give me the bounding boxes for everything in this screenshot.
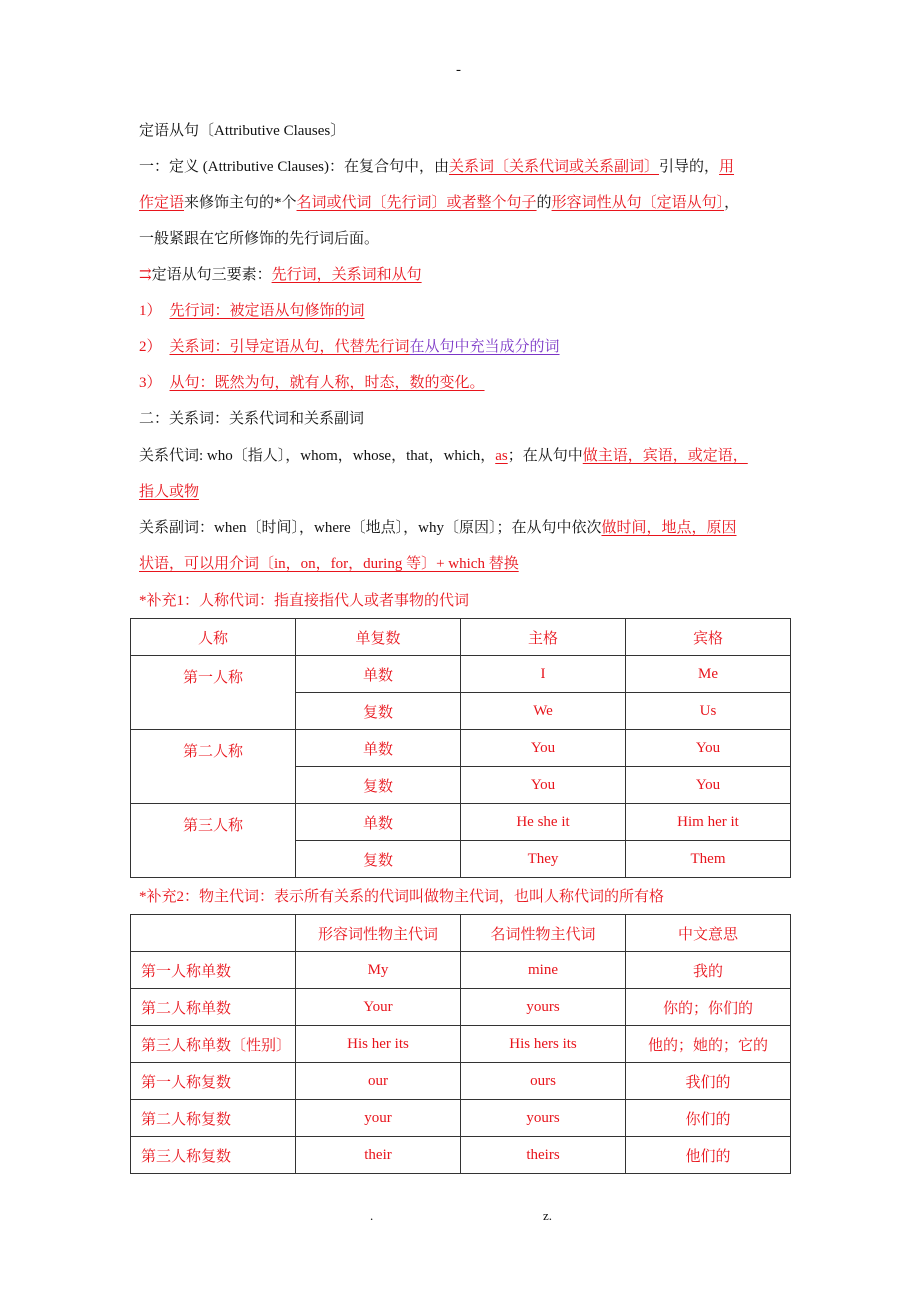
definition-line-3: 一般紧跟在它所修饰的先行词后面。 (139, 231, 380, 247)
table-cell: I (461, 656, 626, 693)
list-item: 2） 关系词：引导定语从句，代替先行词在从句中充当成分的词 (139, 339, 560, 355)
table-cell: our (296, 1063, 461, 1100)
double-arrow-icon: ⇉ (139, 267, 152, 283)
table-cell: 复数 (296, 767, 461, 804)
table-cell: We (461, 693, 626, 730)
table-cell: You (626, 730, 791, 767)
person-cell: 第二人称 (131, 730, 296, 804)
table-row (131, 1100, 791, 1137)
row-label: 第一人称复数 (131, 1063, 296, 1100)
table-cell: You (626, 767, 791, 804)
person-cell: 第三人称 (131, 804, 296, 878)
table-row (131, 1137, 791, 1174)
table-header: 人称 (131, 619, 296, 656)
row-label: 第三人称单数〔性别〕 (131, 1026, 296, 1063)
rel-adverb-line-2: 状语，可以用介词〔in，on，for，during 等〕+ which 替换 (139, 556, 519, 572)
row-label: 第二人称复数 (131, 1100, 296, 1137)
table-cell: 我的 (626, 952, 791, 989)
list-item: 3） 从句：既然为句，就有人称，时态，数的变化。 (139, 375, 485, 391)
table-header: 形容词性物主代词 (296, 915, 461, 952)
table-cell: 单数 (296, 804, 461, 841)
supplement-1-heading: *补充1：人称代词：指直接指代人或者事物的代词 (139, 593, 470, 609)
table-cell: 他们的 (626, 1137, 791, 1174)
table-header: 主格 (461, 619, 626, 656)
table-cell: He she it (461, 804, 626, 841)
table-cell: theirs (461, 1137, 626, 1174)
table-row (131, 952, 791, 989)
possessive-pronoun-table (130, 914, 791, 1174)
table-cell: 复数 (296, 841, 461, 878)
definition-line-2: 作定语来修饰主句的*个名词或代词〔先行词〕或者整个句子的形容词性从句〔定语从句〕， (139, 195, 740, 211)
table-cell: yours (461, 1100, 626, 1137)
table-cell: 单数 (296, 730, 461, 767)
table-cell: You (461, 767, 626, 804)
rel-pronoun-line-1: 关系代词: who〔指人〕，whom，whose，that，which，as；在从句中做主语，宾语，或定语， (139, 448, 748, 464)
list-item: 1） 先行词：被定语从句修饰的词 (139, 303, 365, 319)
table-cell: your (296, 1100, 461, 1137)
table-row (131, 656, 791, 693)
table-cell: ours (461, 1063, 626, 1100)
table-cell: 我们的 (626, 1063, 791, 1100)
table-cell: their (296, 1137, 461, 1174)
table-cell: mine (461, 952, 626, 989)
table-cell: They (461, 841, 626, 878)
table-cell: His hers its (461, 1026, 626, 1063)
table-row (131, 730, 791, 767)
rel-pronoun-line-2: 指人或物 (139, 484, 200, 500)
table-header-row (131, 915, 791, 952)
table-cell: Them (626, 841, 791, 878)
table-cell: Me (626, 656, 791, 693)
definition-line-1: 一：定义 (Attributive Clauses)：在复合句中，由关系词〔关系代词或关系副词〕引导的，用 (139, 159, 735, 175)
three-elements: ⇉定语从句三要素：先行词，关系词和从句 (139, 267, 422, 283)
table-header: 宾格 (626, 619, 791, 656)
row-label: 第一人称单数 (131, 952, 296, 989)
table-cell: 单数 (296, 656, 461, 693)
table-cell: Us (626, 693, 791, 730)
supplement-2-heading: *补充2：物主代词：表示所有关系的代词叫做物主代词，也叫人称代词的所有格 (139, 889, 665, 905)
table-header: 中文意思 (626, 915, 791, 952)
table-header: 单复数 (296, 619, 461, 656)
footer-right-mark: z. (543, 1208, 553, 1223)
table-row (131, 1063, 791, 1100)
row-label: 第三人称复数 (131, 1137, 296, 1174)
table-cell: 复数 (296, 693, 461, 730)
table-cell: 他的；她的；它的 (626, 1026, 791, 1063)
table-cell: My (296, 952, 461, 989)
table-cell: His her its (296, 1026, 461, 1063)
footer-left-mark: . (370, 1208, 374, 1223)
table-cell: yours (461, 989, 626, 1026)
table-cell: You (461, 730, 626, 767)
rel-adverb-line-1: 关系副词：when〔时间〕，where〔地点〕，why〔原因〕；在从句中依次做时间，地点，原因 (139, 520, 737, 536)
table-row (131, 1026, 791, 1063)
table-row (131, 989, 791, 1026)
page-title: 定语从句〔Attributive Clauses〕 (139, 123, 346, 139)
table-cell: Him her it (626, 804, 791, 841)
table-cell: 你们的 (626, 1100, 791, 1137)
table-header-row (131, 619, 791, 656)
section-heading: 二：关系词：关系代词和关系副词 (139, 411, 365, 427)
page-header-mark: - (456, 62, 461, 78)
personal-pronoun-table (130, 618, 791, 878)
table-row (131, 804, 791, 841)
table-header (131, 915, 296, 952)
row-label: 第二人称单数 (131, 989, 296, 1026)
table-cell: 你的；你们的 (626, 989, 791, 1026)
table-header: 名词性物主代词 (461, 915, 626, 952)
table-cell: Your (296, 989, 461, 1026)
person-cell: 第一人称 (131, 656, 296, 730)
